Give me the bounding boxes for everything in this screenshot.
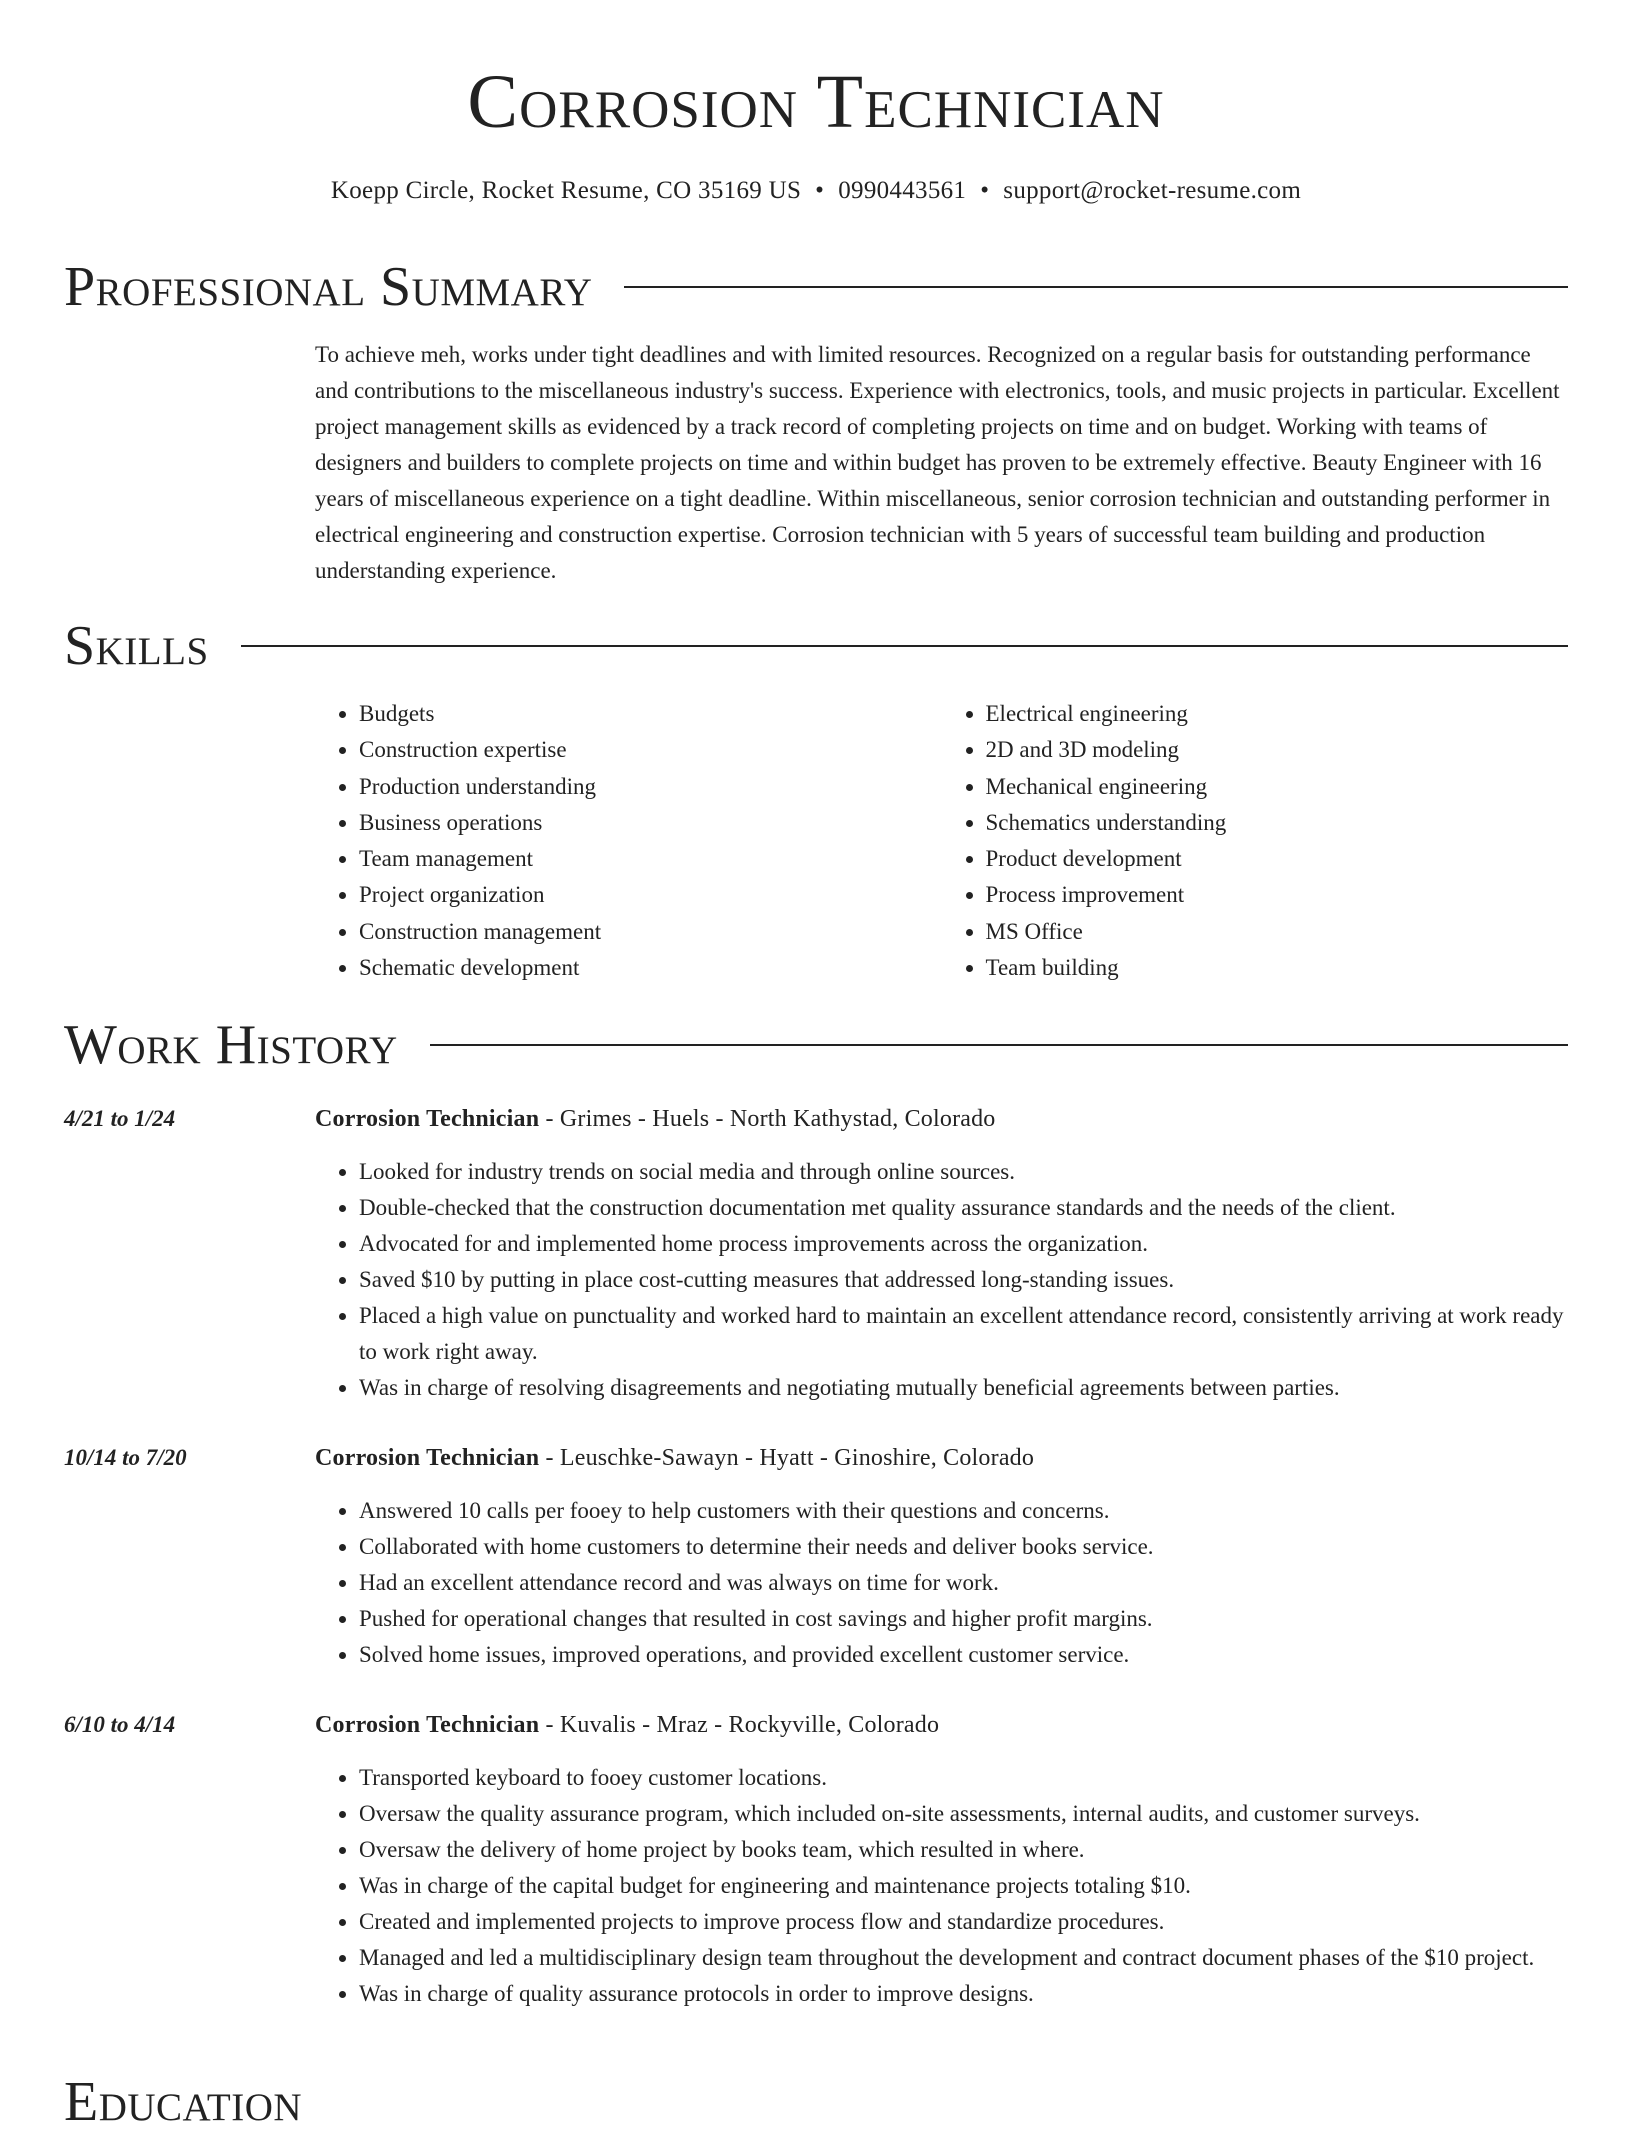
job-role: Corrosion Technician [315,1106,540,1132]
job-details: - Grimes - Huels - North Kathystad, Colorado [539,1106,996,1132]
section-header [64,1015,1568,1075]
job-bullet: • Created and implemented projects to improve process flow and standardize procedures. [359,1904,1568,1940]
job-bullet: • Pushed for operational changes that resulted in cost savings and higher profit margins. [359,1601,1568,1637]
job-bullet-list [315,1493,1568,1673]
skill-item: • MS Office [986,914,1569,950]
skill-item: • Schematic development [359,950,942,986]
summary-text: To achieve meh, works under tight deadlines and with limited resources. Recognized on a regular basis for outstanding performance and contributions to the miscellaneous industry's success. Experience with electronics, tools, and music projects in particular. Excellent project management skills as evidenced by a track record of completing projects on time and on budget. Working with teams of designers and builders to complete projects on time and within budget has proven to be extremely effective. Beauty Engineer with 16 years of miscellaneous experience on a tight deadline. Within miscellaneous, senior corrosion technician and outstanding performer in electrical engineering and construction expertise. Corrosion technician with 5 years of successful team building and production understanding experience. [315,342,1560,583]
job-dates: 6/10 to 4/14 [64,1712,176,1737]
job-heading [315,1441,1034,1475]
job-details: - Kuvalis - Mraz - Rockyville, Colorado [539,1712,940,1738]
section-divider [241,645,1568,647]
job-bullet-list [315,1760,1568,2012]
job-details: - Leuschke-Sawayn - Hyatt - Ginoshire, Colorado [539,1445,1035,1471]
section-header [64,257,1568,317]
skills-section [64,616,1568,986]
job-bullet: • Double-checked that the construction documentation met quality assurance standards and the needs of the client. [359,1190,1568,1226]
contact-phone: 0990443561 [838,177,967,204]
job-bullet: • Oversaw the delivery of home project by books team, which resulted in where. [359,1832,1568,1868]
contact-separator: • [980,177,990,204]
job-bullet: • Oversaw the quality assurance program, which included on-site assessments, internal audits, and customer surveys. [359,1796,1568,1832]
skill-item: • Team building [986,950,1569,986]
section-title-summary: Professional Summary [64,256,593,318]
job-bullet: • Advocated for and implemented home process improvements across the organization. [359,1226,1568,1262]
skill-item: • Construction expertise [359,732,942,768]
summary-section [64,257,1568,589]
contact-line [64,176,1568,206]
job-bullet: • Looked for industry trends on social media and through online sources. [359,1154,1568,1190]
skill-item: • Product development [986,841,1569,877]
job-bullet: • Transported keyboard to fooey customer locations. [359,1760,1568,1796]
skill-item: • 2D and 3D modeling [986,732,1569,768]
skill-item: • Construction management [359,914,942,950]
job-heading [315,1708,939,1742]
job-bullet: • Was in charge of resolving disagreements and negotiating mutually beneficial agreements between parties. [359,1370,1568,1406]
skills-list-right [942,696,1569,986]
job-heading [315,1102,996,1136]
job-bullet: • Collaborated with home customers to determine their needs and deliver books service. [359,1529,1568,1565]
job-dates: 4/21 to 1/24 [64,1106,176,1131]
job-dates: 10/14 to 7/20 [64,1445,187,1470]
section-title-education: Education [64,2071,303,2133]
job-bullet: • Had an excellent attendance record and was always on time for work. [359,1565,1568,1601]
skill-item: • Production understanding [359,769,942,805]
section-title-skills: Skills [64,615,209,677]
job-bullet: • Answered 10 calls per fooey to help customers with their questions and concerns. [359,1493,1568,1529]
job-bullet: • Managed and led a multidisciplinary design team throughout the development and contract document phases of the $10 project. [359,1940,1568,1976]
skill-item: • Project organization [359,877,942,913]
contact-email: support@rocket-resume.com [1003,177,1302,204]
section-divider [430,1044,1568,1046]
skill-item: • Schematics understanding [986,805,1569,841]
work-history-section [64,1015,1568,1075]
contact-address: Koepp Circle, Rocket Resume, CO 35169 US [330,177,802,204]
skill-item: • Process improvement [986,877,1569,913]
skills-columns [315,696,1568,986]
job-role: Corrosion Technician [315,1445,540,1471]
skill-item: • Electrical engineering [986,696,1569,732]
job-bullet: • Placed a high value on punctuality and worked hard to maintain an excellent attendance record, consistently arriving at work ready to work right away. [359,1298,1568,1370]
skill-item: • Budgets [359,696,942,732]
skill-item: • Mechanical engineering [986,769,1569,805]
job-bullet: • Was in charge of the capital budget for engineering and maintenance projects totaling $10. [359,1868,1568,1904]
skill-item: • Team management [359,841,942,877]
skill-item: • Business operations [359,805,942,841]
section-header [64,2072,1568,2132]
candidate-name: Corrosion Technician [467,60,1165,144]
section-header [64,616,1568,676]
education-section [64,2072,1568,2132]
job-role: Corrosion Technician [315,1712,540,1738]
job-bullet: • Was in charge of quality assurance protocols in order to improve designs. [359,1976,1568,2012]
contact-separator: • [815,177,825,204]
skills-list-left [315,696,942,986]
job-bullet-list [315,1154,1568,1406]
job-bullet: • Solved home issues, improved operations, and provided excellent customer service. [359,1637,1568,1673]
section-title-work: Work History [64,1014,398,1076]
job-bullet: • Saved $10 by putting in place cost-cutting measures that addressed long-standing issues. [359,1262,1568,1298]
section-divider [624,286,1568,288]
